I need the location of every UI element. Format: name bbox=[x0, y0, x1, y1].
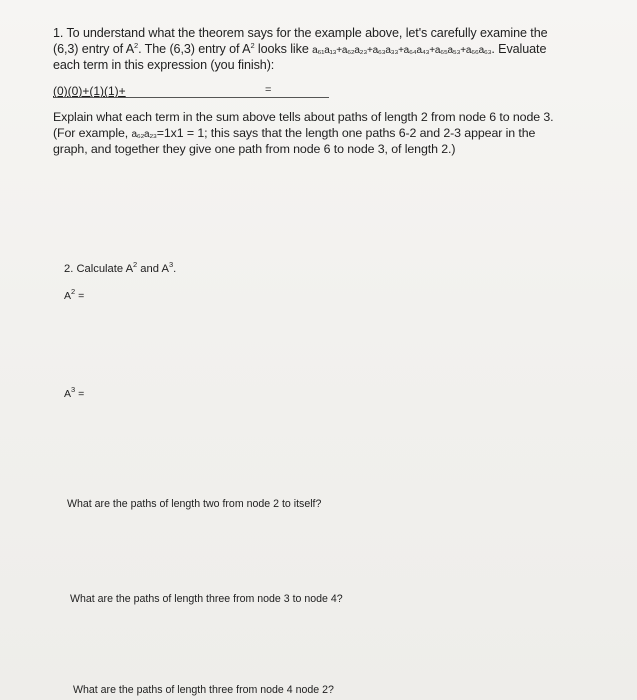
q2-prompt-sup1: 2 bbox=[133, 260, 138, 269]
q1-intro-d: . Evaluate each term in this expression (you finish): bbox=[53, 41, 547, 72]
q1-intro-a: 1. To understand what the theorem says for the example above, let's carefully examine the (6,3) entry of A bbox=[53, 26, 548, 56]
q1-sum-terms: a₆₁a₁₃+a₆₂a₂₃+a₆₃a₃₃+a₆₄a₄₃+a₆₅a₅₃+a₆₆a₆₃ bbox=[312, 44, 492, 56]
q1-intro-sup2: 2 bbox=[250, 40, 255, 50]
paths-question-3: What are the paths of length three from node 4 node 2? bbox=[73, 684, 334, 696]
a2-eq: = bbox=[75, 290, 85, 302]
q1-explain-b: =1x1 = 1; this says that the length one paths 6-2 and 2-3 appear in the graph, and together they give one path from node 6 to node 3, of length 2.) bbox=[53, 125, 536, 156]
a2-base: A bbox=[64, 290, 72, 302]
paths-question-1: What are the paths of length two from node 2 to itself? bbox=[67, 498, 322, 510]
q1-equals-sign: = bbox=[265, 84, 272, 96]
q1-explanation bbox=[53, 110, 573, 158]
a2-sup: 2 bbox=[71, 287, 76, 296]
paths-question-2: What are the paths of length three from node 3 to node 4? bbox=[70, 593, 343, 605]
a3-base: A bbox=[64, 388, 72, 400]
a-squared-answer[interactable] bbox=[64, 288, 84, 302]
q1-explain-a: Explain what each term in the sum above tells about paths of length 2 from node 6 to node 3. (For example, bbox=[53, 110, 554, 140]
q1-example-term: a₆₂a₂₃ bbox=[131, 128, 157, 140]
question-1-text bbox=[53, 26, 573, 74]
q1-intro-c: looks like bbox=[254, 41, 313, 56]
answer-underline bbox=[53, 97, 329, 98]
a3-eq: = bbox=[75, 388, 85, 400]
a-cubed-answer[interactable] bbox=[64, 386, 84, 400]
q2-prompt-c: . bbox=[173, 263, 177, 275]
q2-prompt-sup2: 3 bbox=[168, 260, 174, 269]
q1-expression: (0)(0)+(1)(1)+ bbox=[53, 84, 126, 98]
q1-intro-b: . The (6,3) entry of A bbox=[138, 41, 251, 56]
q1-intro-sup: 2 bbox=[134, 40, 139, 50]
q2-prompt-b: and A bbox=[137, 263, 169, 275]
q2-prompt-a: 2. Calculate A bbox=[64, 263, 134, 275]
a3-sup: 3 bbox=[71, 385, 76, 394]
question-2-prompt bbox=[64, 261, 176, 275]
q1-answer-line[interactable] bbox=[53, 84, 329, 98]
